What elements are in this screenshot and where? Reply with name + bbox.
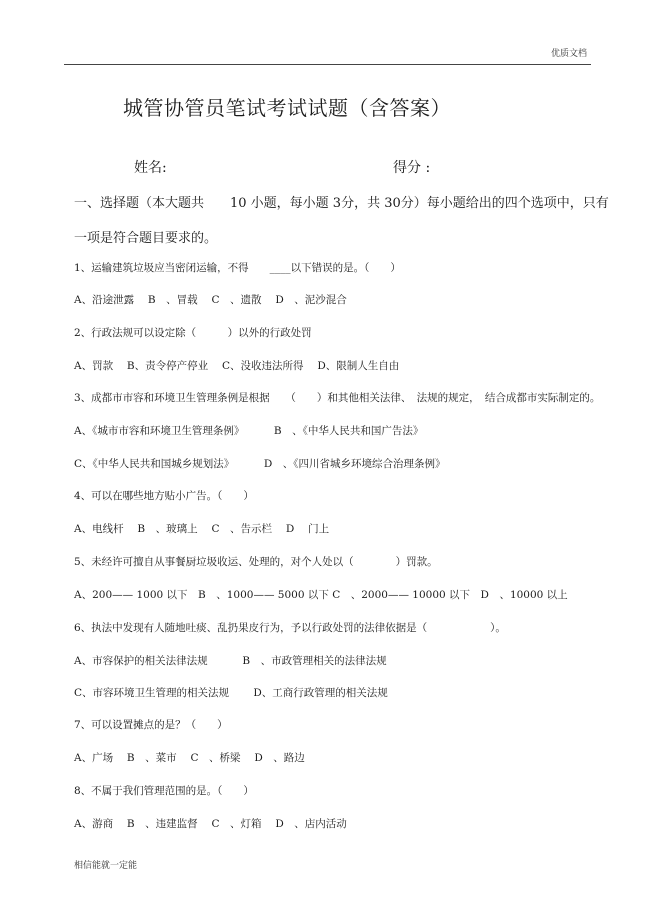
question-1-options: A、沿途泄露 B 、冒载 C 、遗散 D 、泥沙混合 <box>74 294 347 306</box>
question-7-options: A、广场 B 、菜市 C 、桥梁 D 、路边 <box>74 752 305 764</box>
question-6-options-c-d: C、市容环境卫生管理的相关法规 D、工商行政管理的相关法规 <box>74 687 388 699</box>
question-4-stem: 4、可以在哪些地方贴小广告。（ ） <box>74 490 254 502</box>
question-3-stem: 3、成都市市容和环境卫生管理条例是根据 （ ）和其他相关法律、 法规的规定， 结合成都市实际制定的。 <box>74 392 601 404</box>
score-field-label: 得分 : <box>393 160 431 176</box>
page-header-label: 优质文档 <box>550 49 587 59</box>
question-8-stem: 8、不属于我们管理范围的是。（ ） <box>74 785 254 797</box>
question-4-options: A、电线杆 B 、玻璃上 C 、告示栏 D 门上 <box>74 523 330 535</box>
page-footer-label: 相信能就一定能 <box>74 861 138 871</box>
question-2-stem: 2、行政法规可以设定除（ ）以外的行政处罚 <box>74 327 312 339</box>
question-3-options-a-b: A、《城市市容和环境卫生管理条例》 B 、《中华人民共和国广告法》 <box>74 425 424 437</box>
header-divider <box>64 64 591 65</box>
question-8-options: A、游商 B 、违建监督 C 、灯箱 D 、店内活动 <box>74 818 347 830</box>
question-5-stem: 5、未经许可擅自从事餐厨垃圾收运、处理的，对个人处以（ ）罚款。 <box>74 556 438 568</box>
question-7-stem: 7、可以设置摊点的是？（ ） <box>74 719 228 731</box>
question-2-options: A、罚款 B、责令停产停业 C、没收违法所得 D、限制人生自由 <box>74 360 400 372</box>
section-heading-line-1: 一、选择题（本大题共 10 小题，每小题 3分，共 30分）每小题给出的四个选项中，只有 <box>74 196 609 211</box>
page-title: 城管协管员笔试考试试题（含答案） <box>123 96 451 120</box>
question-5-options: A、200—— 1000 以下 B 、1000—— 5000 以下 C 、2000—— 10000 以下 D 、10000 以上 <box>74 589 568 601</box>
name-field-label: 姓名: <box>134 160 167 176</box>
section-heading-line-2: 一项是符合题目要求的。 <box>74 231 218 246</box>
question-6-options-a-b: A、市容保护的相关法律法规 B 、市政管理相关的法律法规 <box>74 655 387 667</box>
question-6-stem: 6、执法中发现有人随地吐痰、乱扔果皮行为，予以行政处罚的法律依据是（ ）。 <box>74 622 506 634</box>
question-1-stem: 1、运输建筑垃圾应当密闭运输，不得 ____以下错误的是。（ ） <box>74 262 401 274</box>
question-3-options-c-d: C、《中华人民共和国城乡规划法》 D 、《四川省城乡环境综合治理条例》 <box>74 458 446 470</box>
